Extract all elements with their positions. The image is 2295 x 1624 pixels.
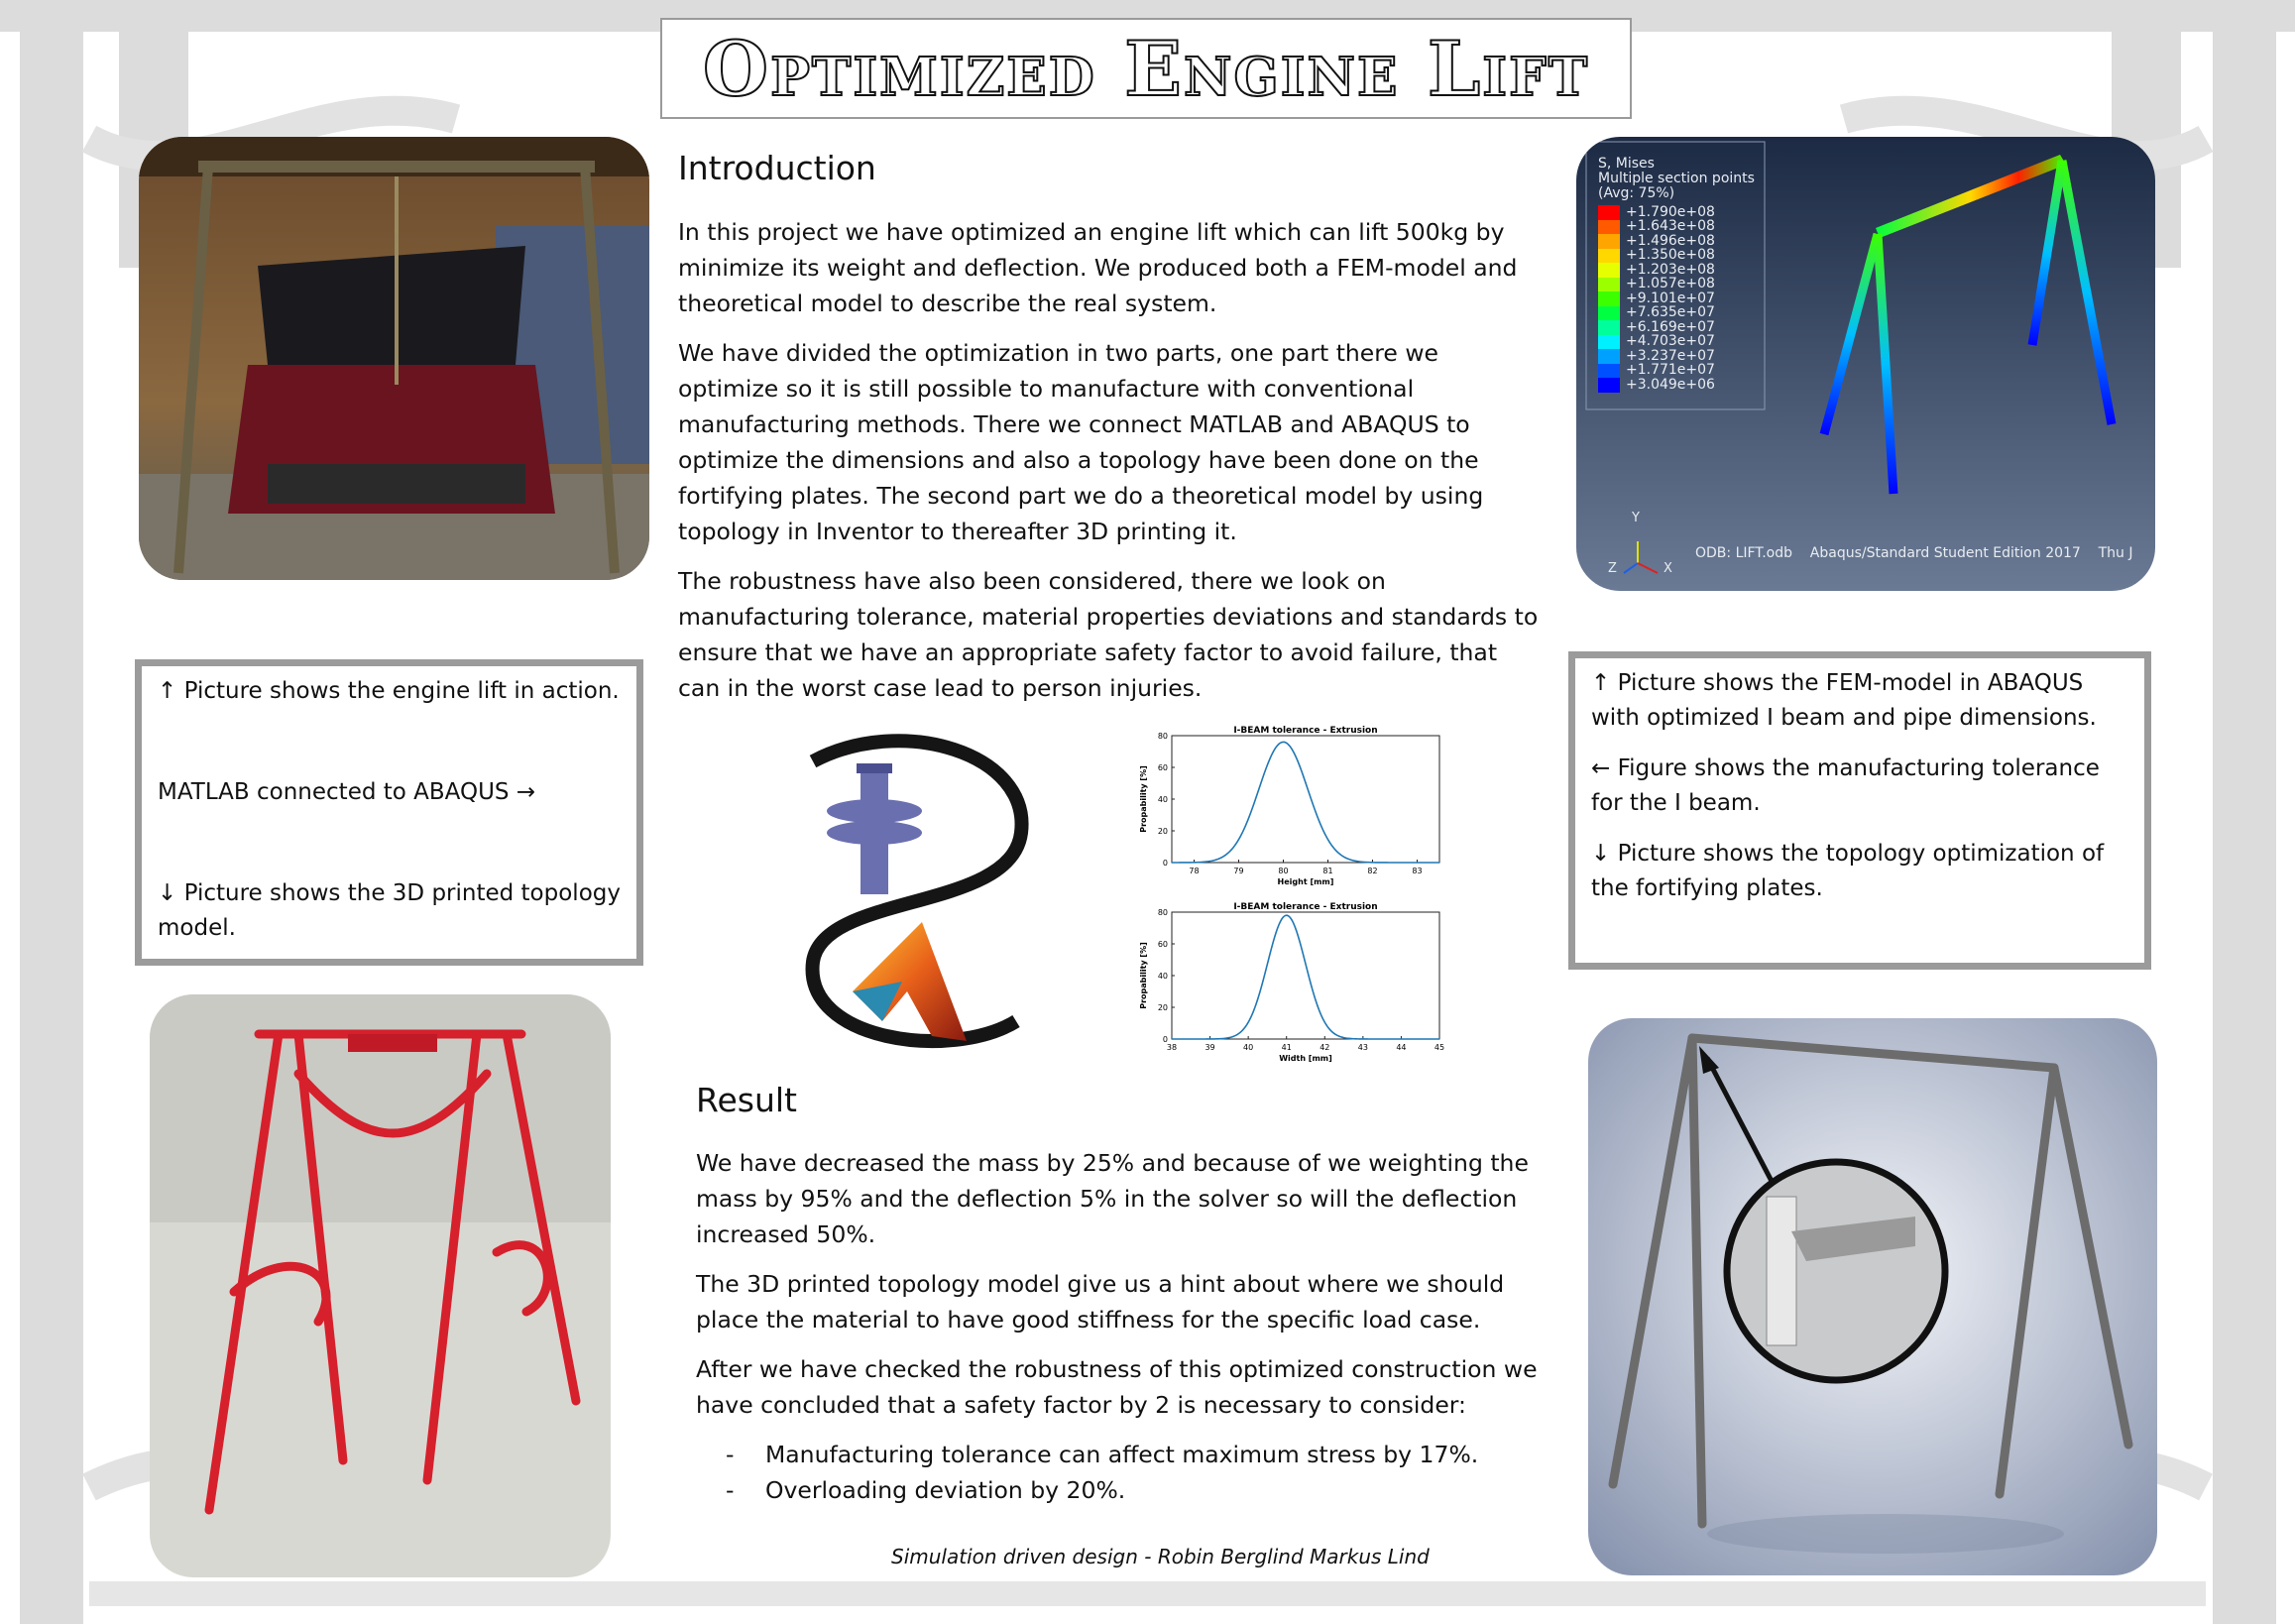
fem-legend-value: +1.790e+08 <box>1626 203 1715 220</box>
result-paragraph-2: The 3D printed topology model give us a hint about where we should place the material to have good stiffness for the specific load case. <box>696 1270 1505 1334</box>
fem-legend-value: +1.203e+08 <box>1626 261 1715 278</box>
fem-legend-value: +1.643e+08 <box>1626 218 1715 235</box>
matlab-abaqus-logo <box>783 724 1041 1066</box>
y-axis-label: Propability [%] <box>1139 765 1148 833</box>
fem-legend-swatch <box>1598 364 1620 379</box>
left-caption-line-3: ↓ Picture shows the 3D printed topology model. <box>158 880 621 941</box>
left-caption-box <box>135 659 643 966</box>
x-tick-label: 45 <box>1434 1043 1445 1052</box>
fem-legend-swatch <box>1598 263 1620 278</box>
fem-legend-value: +3.237e+07 <box>1626 347 1715 364</box>
introduction-paragraph-3: The robustness have also been considered, there we look on manufacturing tolerance, material properties deviations and standards to ensure that we have an appropriate safety factor to avoid failure, that can in the worst case lead to person injuries. <box>678 567 1539 702</box>
fem-legend-row <box>1598 220 1755 235</box>
fem-legend-value: +4.703e+07 <box>1626 333 1715 350</box>
fem-legend-swatch <box>1598 205 1620 220</box>
result-heading: Result <box>696 1081 797 1119</box>
fem-legend-swatch <box>1598 291 1620 306</box>
y-tick-label: 60 <box>1157 940 1168 949</box>
fem-odb-line: ODB: LIFT.odb Abaqus/Standard Student Edition 2017 Thu J <box>1695 545 2133 561</box>
fem-legend-row <box>1598 335 1755 350</box>
right-caption-line-3: ↓ Picture shows the topology optimization of the fortifying plates. <box>1591 841 2105 901</box>
fem-legend-value: +7.635e+07 <box>1626 304 1715 321</box>
plot-frame <box>1172 736 1439 863</box>
fem-model-image <box>1576 137 2155 591</box>
fem-legend-swatch <box>1598 335 1620 350</box>
y-axis-label: Propability [%] <box>1139 942 1148 1009</box>
x-axis-label: Height [mm] <box>1277 877 1334 886</box>
x-tick-label: 83 <box>1412 867 1423 875</box>
fem-legend-row <box>1598 364 1755 379</box>
x-tick-label: 41 <box>1281 1043 1292 1052</box>
tolerance-chart-height-svg <box>1100 722 1467 898</box>
fem-legend-value: +6.169e+07 <box>1626 318 1715 335</box>
fem-legend-value: +1.496e+08 <box>1626 232 1715 249</box>
y-tick-label: 0 <box>1162 859 1168 868</box>
result-body <box>696 1145 1568 1508</box>
engine-lift-photo <box>139 137 649 580</box>
right-caption-line-2: ← Figure shows the manufacturing tolerance for the I beam. <box>1591 755 2100 816</box>
y-tick-label: 40 <box>1157 972 1168 981</box>
x-tick-label: 38 <box>1166 1043 1178 1052</box>
x-tick-label: 78 <box>1189 867 1200 875</box>
fem-legend <box>1598 205 1755 393</box>
fem-legend-swatch <box>1598 234 1620 249</box>
x-tick-label: 79 <box>1233 867 1244 875</box>
y-tick-label: 20 <box>1157 827 1168 836</box>
result-paragraph-3: After we have checked the robustness of this optimized construction we have concluded that a safety factor by 2 is necessary to consider: <box>696 1355 1538 1419</box>
fem-legend-row <box>1598 378 1755 393</box>
fem-axis-z: Z <box>1608 561 1617 576</box>
x-tick-label: 43 <box>1357 1043 1368 1052</box>
left-caption-line-1: ↑ Picture shows the engine lift in action. <box>158 678 620 704</box>
fem-legend-value: +1.350e+08 <box>1626 247 1715 264</box>
introduction-heading: Introduction <box>678 149 876 187</box>
result-paragraph-1: We have decreased the mass by 25% and because of we weighting the mass by 95% and the deflection 5% in the solver so will the deflection increased 50%. <box>696 1149 1529 1248</box>
y-tick-label: 20 <box>1157 1003 1168 1012</box>
poster-footer: Simulation driven design - Robin Berglind Markus Lind <box>891 1545 1430 1568</box>
tolerance-chart-width <box>1100 898 1467 1075</box>
x-tick-label: 40 <box>1243 1043 1254 1052</box>
poster-title-box <box>660 18 1632 119</box>
fem-legend-swatch <box>1598 378 1620 393</box>
inventor-topology-image <box>1588 1018 2157 1575</box>
result-bullet-2: - Overloading deviation by 20%. <box>696 1472 1568 1508</box>
fem-legend-swatch <box>1598 306 1620 321</box>
right-caption-box <box>1568 651 2151 970</box>
fem-legend-title: S, Mises <box>1598 156 1655 172</box>
x-tick-label: 80 <box>1278 867 1289 875</box>
fem-legend-avg: (Avg: 75%) <box>1598 185 1675 201</box>
fem-legend-value: +1.057e+08 <box>1626 276 1715 292</box>
introduction-paragraph-2: We have divided the optimization in two parts, one part there we optimize so it is still possible to manufacture with conventional manufacturing methods. There we connect MATLAB and ABAQUS to optimize the dimensions and also a topology have been done on the fortifying plates. The second part we do a theoretical model by using topology in Inventor to thereafter 3D printing it. <box>678 339 1484 545</box>
chart-title: I-BEAM tolerance - Extrusion <box>1233 902 1378 912</box>
fem-legend-swatch <box>1598 320 1620 335</box>
introduction-body <box>678 214 1541 720</box>
tolerance-chart-width-svg <box>1100 898 1467 1075</box>
y-tick-label: 0 <box>1162 1035 1168 1044</box>
x-axis-label: Width [mm] <box>1279 1054 1332 1063</box>
fem-legend-swatch <box>1598 220 1620 235</box>
tolerance-chart-height <box>1100 722 1467 898</box>
fem-axis-x: X <box>1664 561 1672 576</box>
chart-title: I-BEAM tolerance - Extrusion <box>1233 726 1378 736</box>
fem-legend-value: +1.771e+07 <box>1626 362 1715 379</box>
poster-title: Optimized Engine Lift <box>702 24 1590 113</box>
x-tick-label: 82 <box>1367 867 1378 875</box>
y-tick-label: 60 <box>1157 763 1168 772</box>
x-tick-label: 42 <box>1320 1043 1330 1052</box>
x-tick-label: 44 <box>1396 1043 1407 1052</box>
introduction-paragraph-1: In this project we have optimized an engine lift which can lift 500kg by minimize its weight and deflection. We produced both a FEM-model and theoretical model to describe the real system. <box>678 218 1518 317</box>
y-tick-label: 80 <box>1157 908 1168 917</box>
right-caption-line-1: ↑ Picture shows the FEM-model in ABAQUS with optimized I beam and pipe dimensions. <box>1591 670 2097 731</box>
x-tick-label: 81 <box>1322 867 1333 875</box>
fem-legend-swatch <box>1598 249 1620 264</box>
plot-frame <box>1172 912 1439 1039</box>
fem-legend-row <box>1598 306 1755 321</box>
fem-legend-row <box>1598 278 1755 292</box>
fem-legend-row <box>1598 249 1755 264</box>
left-caption-line-2: MATLAB connected to ABAQUS → <box>158 779 536 805</box>
result-bullets <box>696 1437 1568 1508</box>
printed-model-photo <box>150 994 611 1577</box>
x-tick-label: 39 <box>1205 1043 1215 1052</box>
fem-legend-swatch <box>1598 278 1620 292</box>
result-bullet-1: - Manufacturing tolerance can affect maximum stress by 17%. <box>696 1437 1568 1472</box>
fem-legend-value: +3.049e+06 <box>1626 376 1715 393</box>
fem-legend-subtitle: Multiple section points <box>1598 171 1755 186</box>
y-tick-label: 40 <box>1157 795 1168 804</box>
y-tick-label: 80 <box>1157 732 1168 741</box>
fem-legend-value: +9.101e+07 <box>1626 290 1715 306</box>
fem-axis-y: Y <box>1632 511 1640 525</box>
fem-legend-swatch <box>1598 349 1620 364</box>
